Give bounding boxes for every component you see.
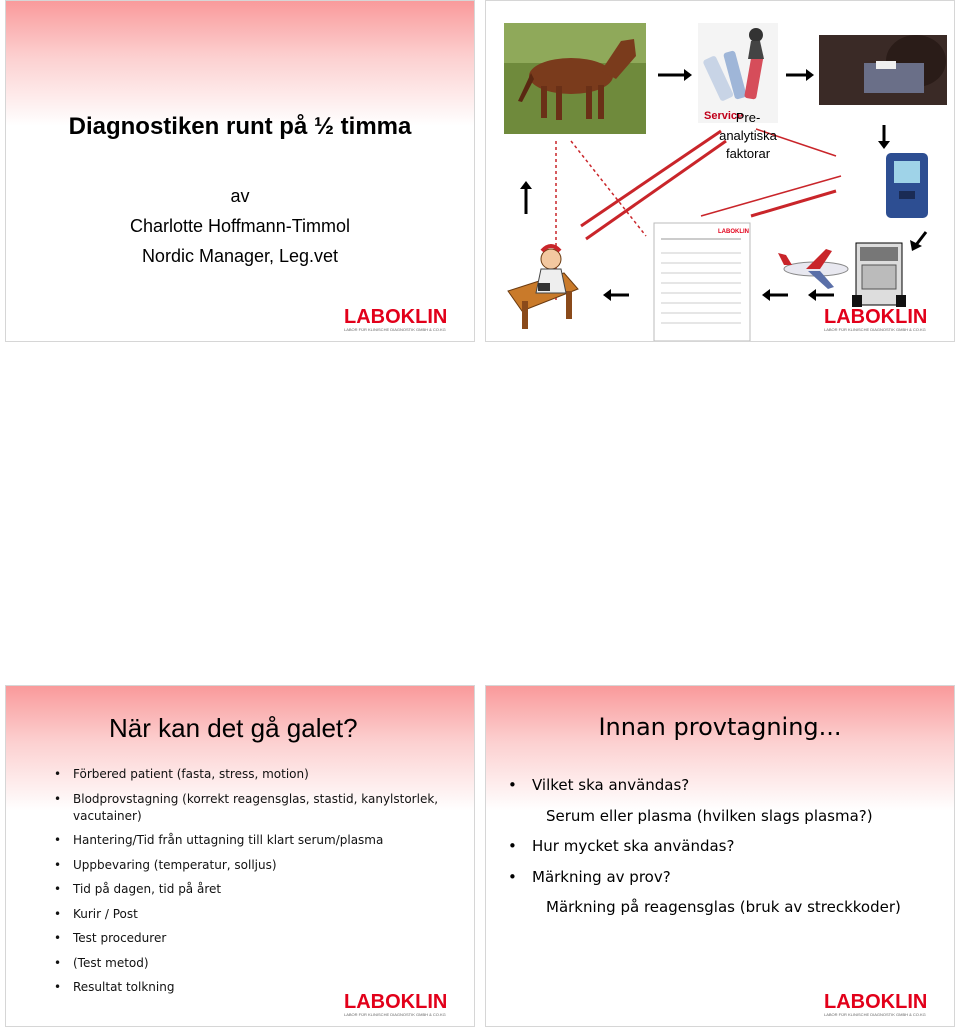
slide-title bbox=[5, 0, 475, 342]
list-item: • Blodprovstagning (korrekt reagensglas, stastid, kanylstorlek, vacutainer) bbox=[54, 791, 454, 825]
svg-text:LABOKLIN: LABOKLIN bbox=[718, 229, 749, 235]
author-prefix: av bbox=[230, 186, 250, 206]
list-item: • Hur mycket ska användas? bbox=[508, 836, 938, 856]
preanalytic-diagram bbox=[486, 1, 955, 342]
slide-what-can-go-wrong bbox=[5, 685, 475, 1027]
logo-word: LABOKLIN bbox=[824, 991, 928, 1013]
slide-before-sampling bbox=[485, 685, 955, 1027]
slide-preanalytic-diagram bbox=[485, 0, 955, 342]
slide-title-text: Diagnostiken runt på ½ timma bbox=[68, 113, 412, 140]
logo-sub: LABOR FÜR KLINISCHE DIAGNOSTIK GMBH & CO.KG bbox=[344, 327, 446, 332]
question-list bbox=[508, 775, 938, 928]
slide-heading: Innan provtagning... bbox=[598, 713, 842, 741]
logo-sub: LABOR FÜR KLINISCHE DIAGNOSTIK GMBH & CO.KG bbox=[824, 327, 926, 332]
laboklin-logo bbox=[344, 307, 452, 333]
service-tubes bbox=[698, 23, 778, 123]
preanalytic-label bbox=[708, 109, 788, 163]
risk-list bbox=[54, 766, 454, 1004]
airplane bbox=[778, 249, 848, 289]
list-item: • Uppbevaring (temperatur, solljus) bbox=[54, 857, 454, 874]
list-item: • Resultat tolkning bbox=[54, 979, 454, 996]
list-item: • Vilket ska användas? bbox=[508, 775, 938, 795]
preanalytic-label-line2: analytiska bbox=[719, 128, 777, 143]
preanalytic-label-line3: faktorar bbox=[725, 146, 771, 161]
list-item: • Tid på dagen, tid på året bbox=[54, 881, 454, 898]
laboklin-logo bbox=[824, 307, 932, 333]
preanalytic-label-line1: Pre- bbox=[735, 110, 761, 125]
author-block bbox=[6, 181, 474, 271]
horse-photo bbox=[504, 23, 646, 134]
slide-header-gradient bbox=[6, 1, 474, 126]
list-item: • Kurir / Post bbox=[54, 906, 454, 923]
form-document bbox=[654, 223, 750, 341]
vet-on-phone-icon bbox=[508, 246, 578, 329]
laboklin-logo bbox=[344, 992, 452, 1018]
list-item: • Test procedurer bbox=[54, 930, 454, 947]
author-name: Charlotte Hoffmann-Timmol bbox=[129, 216, 351, 236]
blood-draw-photo bbox=[819, 35, 947, 105]
list-item: • (Test metod) bbox=[54, 955, 454, 972]
logo-word: LABOKLIN bbox=[824, 306, 928, 328]
logo-word: LABOKLIN bbox=[344, 306, 448, 328]
logo-sub: LABOR FÜR KLINISCHE DIAGNOSTIK GMBH & CO.KG bbox=[824, 1012, 926, 1017]
list-subitem: Serum eller plasma (hvilken slags plasma?) bbox=[546, 806, 873, 825]
list-subitem: Märkning på reagensglas (bruk av streckkoder) bbox=[546, 898, 901, 916]
logo-sub: LABOR FÜR KLINISCHE DIAGNOSTIK GMBH & CO.KG bbox=[344, 1012, 446, 1017]
analyzer-device bbox=[886, 153, 928, 218]
laboklin-logo bbox=[824, 992, 932, 1018]
truck bbox=[852, 243, 906, 307]
service-text: Service bbox=[704, 110, 744, 122]
list-item: • Märkning av prov? bbox=[508, 867, 938, 887]
author-role: Nordic Manager, Leg.vet bbox=[141, 246, 339, 266]
list-item: • Förbered patient (fasta, stress, motion) bbox=[54, 766, 454, 783]
slide-heading: När kan det gå galet? bbox=[109, 713, 358, 743]
logo-word: LABOKLIN bbox=[344, 991, 448, 1013]
list-item: • Hantering/Tid från uttagning till klart serum/plasma bbox=[54, 832, 454, 849]
